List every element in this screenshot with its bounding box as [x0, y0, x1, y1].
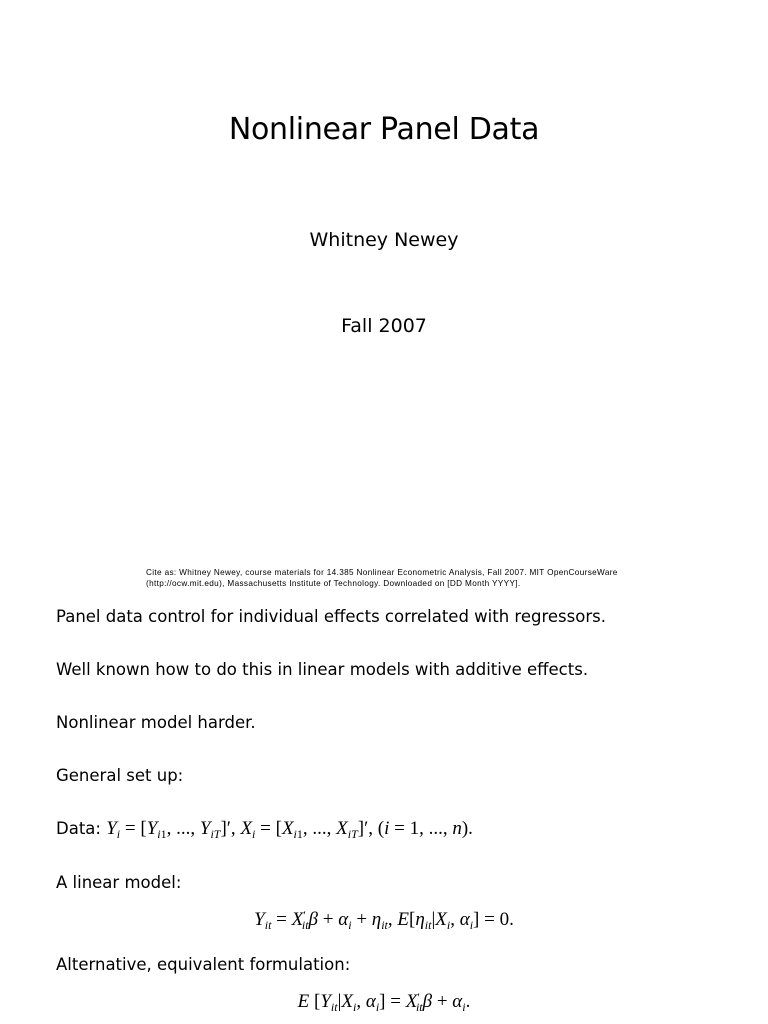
- paragraph-nonlinear: Nonlinear model harder.: [56, 713, 256, 732]
- citation-note: [146, 568, 706, 589]
- author-name: Whitney Newey: [309, 229, 459, 251]
- document-title: Nonlinear Panel Data: [228, 112, 540, 147]
- data-label: Data:: [56, 819, 101, 838]
- paragraph-alternative: Alternative, equivalent formulation:: [56, 955, 351, 974]
- paragraph-general-setup: General set up:: [56, 766, 184, 785]
- alternative-equation: E [$Y_{it}|X_i$, $\alpha_i] = X'_{it}\beta + \alpha_i$.: [297, 990, 471, 1014]
- document-date: Fall 2007: [341, 315, 427, 337]
- citation-line-1: Cite as: Whitney Newey, course materials for 14.385 Nonlinear Econometric Analysis, Fall 2007. MIT OpenCourseWare: [146, 568, 618, 577]
- paragraph-linear-models: Well known how to do this in linear models with additive effects.: [56, 660, 589, 679]
- paragraph-panel-data: Panel data control for individual effects correlated with regressors.: [56, 607, 606, 626]
- data-equation: $Y_i = [Y_{i1}$, ..., $Y_{iT}]'$, $X_i = [X_{i1}$, ..., $X_{iT}]'$, (i = 1, ..., n).: [106, 818, 473, 841]
- linear-model-equation: $Y_{it} = X'_{it}\beta + \alpha_i + \eta_{it}$, $E[\eta_{it}|X_i$, $\alpha_i] = 0$.: [254, 908, 514, 932]
- citation-line-2: (http://ocw.mit.edu), Massachusetts Institute of Technology. Downloaded on [DD Month YYYY].: [146, 578, 521, 588]
- paragraph-data-definition: [56, 818, 473, 842]
- paragraph-linear-model: A linear model:: [56, 873, 182, 892]
